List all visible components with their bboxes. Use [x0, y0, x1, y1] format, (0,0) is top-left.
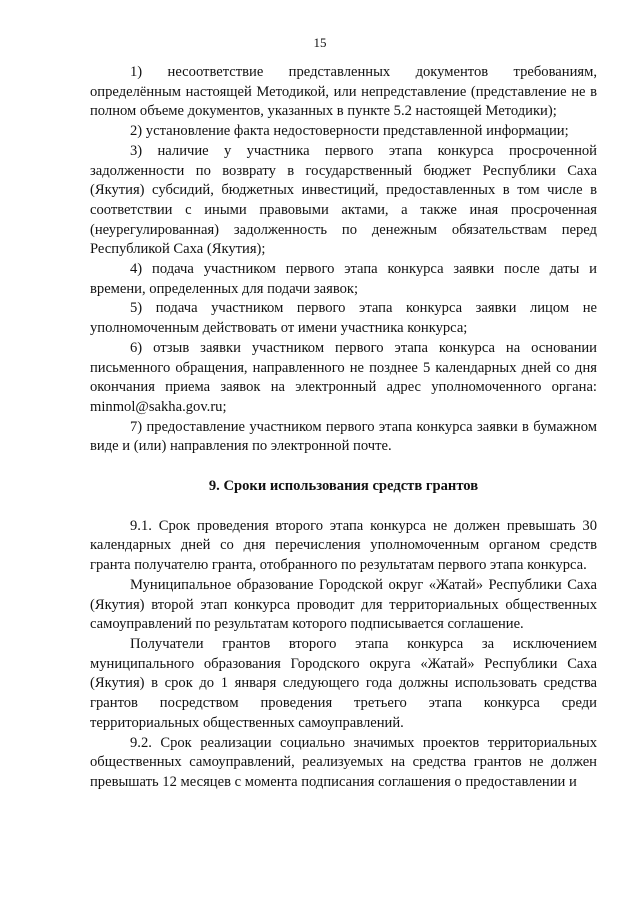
list-item-6: 6) отзыв заявки участником первого этапа конкурса на основании письменного обращения, направленного не позднее 5 календарных дней со дня окончания приема заявок на электронный адрес уполномоченного органа: minmol@sakha.gov.ru;: [90, 339, 597, 415]
list-item-4: 4) подача участником первого этапа конкурса заявки после даты и времени, определенных для подачи заявок;: [90, 261, 597, 297]
page-number: 15: [313, 35, 327, 50]
paragraph-zhatay-second-stage: Муниципальное образование Городской округ «Жатай» Республики Саха (Якутия) второй этап конкурса проводит для территориальных общественных самоуправлений по результатам которого подписывается соглашение.: [90, 576, 597, 633]
list-item-2: 2) установление факта недостоверности представленной информации;: [130, 123, 569, 140]
section-heading: 9. Сроки использования средств грантов: [208, 478, 479, 495]
paragraph-9-1: 9.1. Срок проведения второго этапа конкурса не должен превышать 30 календарных дней со дня перечисления уполномоченным органом средств гранта получателю гранта, отобранного по результатам первого этапа конкурса.: [90, 517, 597, 574]
list-item-7: 7) предоставление участником первого этапа конкурса заявки в бумажном виде и (или) направления по электронной почте.: [90, 418, 597, 455]
page-content: [90, 63, 597, 793]
list-item-5: 5) подача участником первого этапа конкурса заявки лицом не уполномоченным действовать от имени участника конкурса;: [90, 300, 597, 337]
list-item-1: 1) несоответствие представленных документов требованиям, определённым настоящей Методикой, или непредставление (представление не в полном объеме документов, указанных в пункте 5.2 настоящей Методики);: [90, 64, 597, 120]
paragraph-grant-recipients: Получатели грантов второго этапа конкурса за исключением муниципального образования Городского округа «Жатай» Республики Саха (Якутия) в срок до 1 января следующего года должны использовать средства грантов посредством проведения третьего этапа конкурса среди территориальных общественных самоуправлений.: [90, 635, 597, 731]
list-item-3: 3) наличие у участника первого этапа конкурса просроченной задолженности по возврату в государственный бюджет Республики Саха (Якутия) субсидий, бюджетных инвестиций, предоставленных в том числе в соответствии с иными правовыми актами, а также иная просроченная (неурегулированная) задолженность по денежным обязательствам перед Республикой Саха (Якутия);: [90, 142, 597, 258]
paragraph-9-2: 9.2. Срок реализации социально значимых проектов территориальных общественных самоуправлений, реализуемых на средства грантов не должен превышать 12 месяцев с момента подписания соглашения о предоставлении и: [90, 734, 597, 790]
